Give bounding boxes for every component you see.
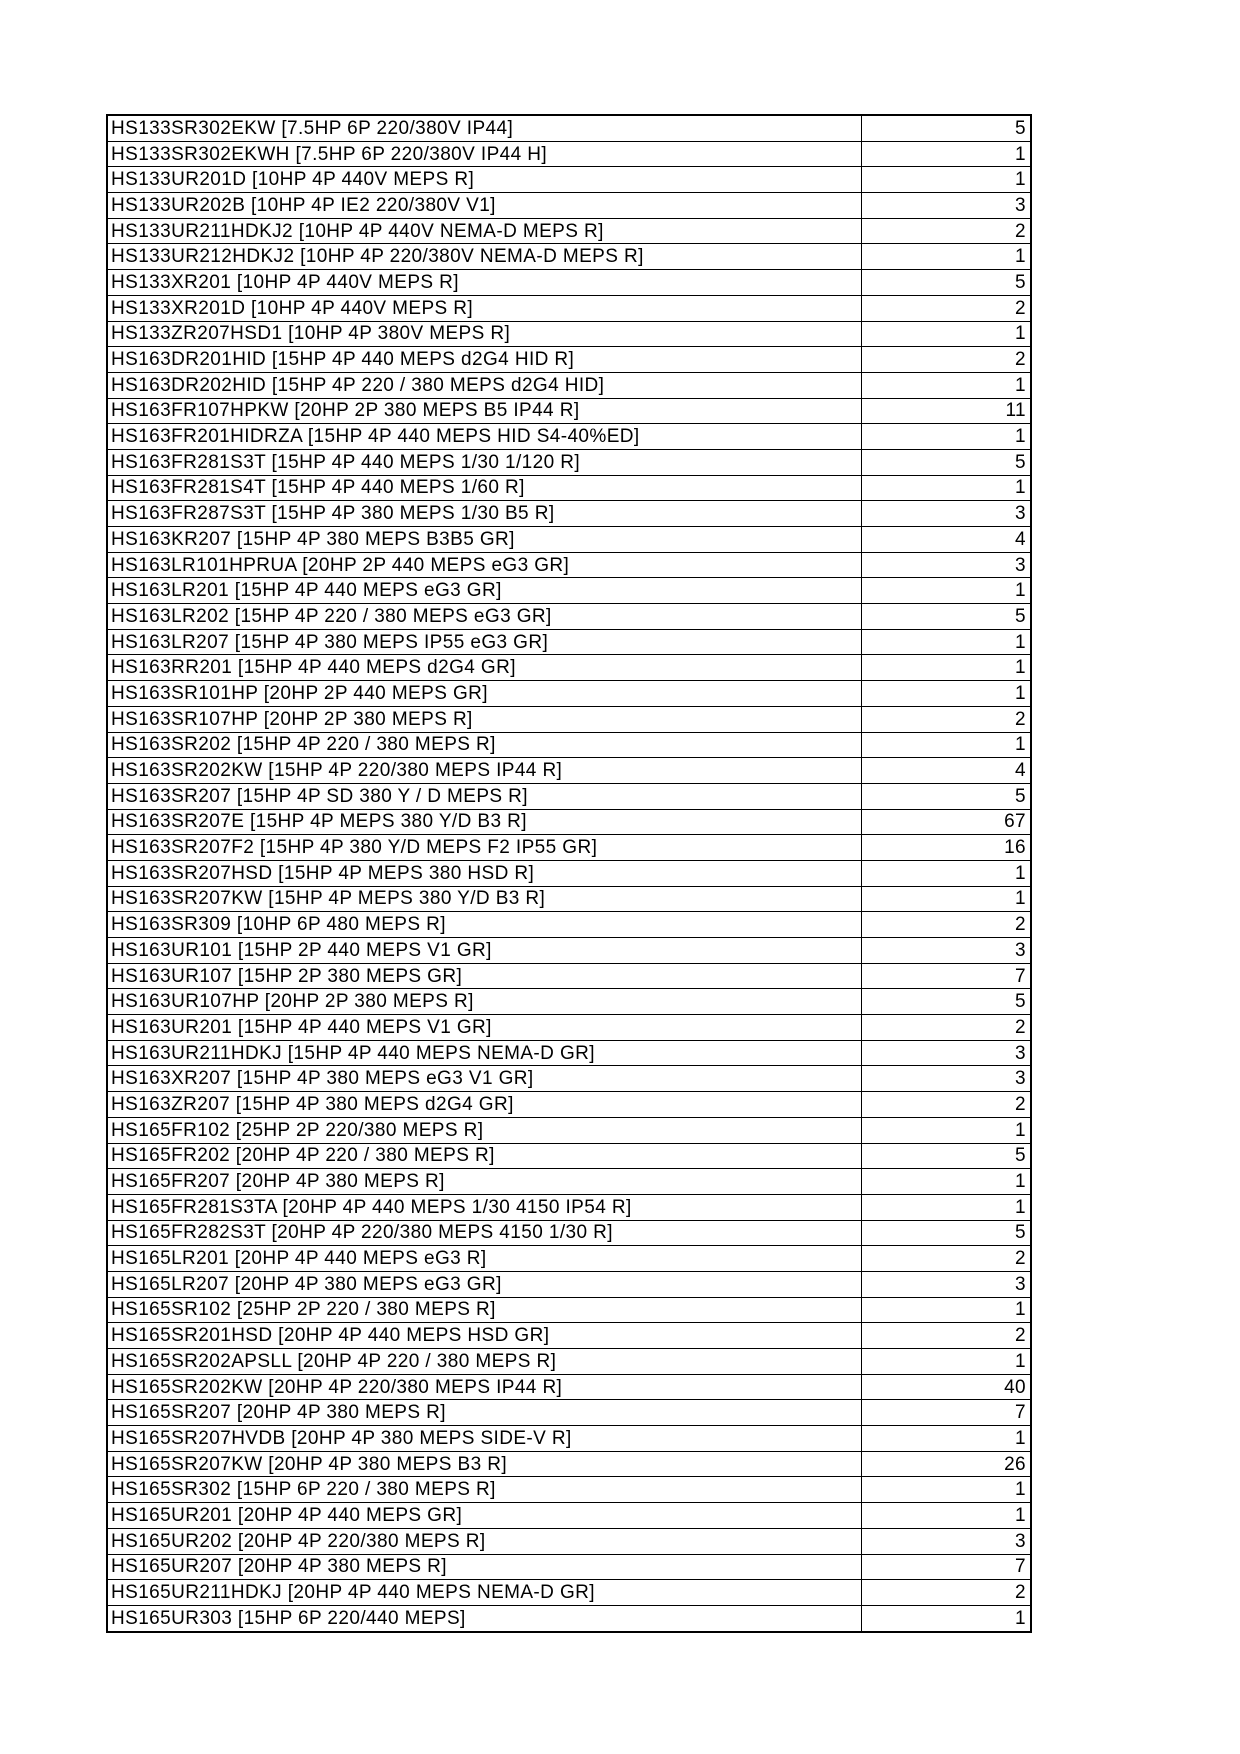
table-row <box>107 1580 1031 1606</box>
table-row <box>107 1194 1031 1220</box>
table-row <box>107 706 1031 732</box>
product-description-cell: HS133XR201D [10HP 4P 440V MEPS R] <box>107 295 861 321</box>
quantity-cell: 3 <box>861 1271 1031 1297</box>
product-description-cell: HS163SR207 [15HP 4P SD 380 Y / D MEPS R] <box>107 783 861 809</box>
product-description-cell: HS165FR282S3T [20HP 4P 220/380 MEPS 4150 1/30 R] <box>107 1220 861 1246</box>
inventory-table-body <box>107 115 1031 1632</box>
table-row <box>107 218 1031 244</box>
table-row <box>107 270 1031 296</box>
quantity-cell: 5 <box>861 604 1031 630</box>
quantity-cell: 1 <box>861 244 1031 270</box>
table-row <box>107 963 1031 989</box>
quantity-cell: 67 <box>861 809 1031 835</box>
quantity-cell: 3 <box>861 1040 1031 1066</box>
table-row <box>107 1271 1031 1297</box>
product-description-cell: HS163UR107HP [20HP 2P 380 MEPS R] <box>107 989 861 1015</box>
product-description-cell: HS165UR207 [20HP 4P 380 MEPS R] <box>107 1554 861 1580</box>
table-row <box>107 115 1031 141</box>
product-description-cell: HS165SR201HSD [20HP 4P 440 MEPS HSD GR] <box>107 1323 861 1349</box>
quantity-cell: 1 <box>861 860 1031 886</box>
table-row <box>107 424 1031 450</box>
quantity-cell: 1 <box>861 578 1031 604</box>
product-description-cell: HS133SR302EKWH [7.5HP 6P 220/380V IP44 H] <box>107 141 861 167</box>
table-row <box>107 783 1031 809</box>
quantity-cell: 3 <box>861 1528 1031 1554</box>
document-page <box>106 114 1030 1633</box>
inventory-table <box>106 114 1032 1633</box>
table-row <box>107 501 1031 527</box>
product-description-cell: HS163LR207 [15HP 4P 380 MEPS IP55 eG3 GR] <box>107 629 861 655</box>
product-description-cell: HS133UR212HDKJ2 [10HP 4P 220/380V NEMA-D MEPS R] <box>107 244 861 270</box>
product-description-cell: HS165FR202 [20HP 4P 220 / 380 MEPS R] <box>107 1143 861 1169</box>
table-row <box>107 1066 1031 1092</box>
quantity-cell: 5 <box>861 449 1031 475</box>
product-description-cell: HS163RR201 [15HP 4P 440 MEPS d2G4 GR] <box>107 655 861 681</box>
table-row <box>107 809 1031 835</box>
table-row <box>107 681 1031 707</box>
quantity-cell: 1 <box>861 655 1031 681</box>
table-row <box>107 629 1031 655</box>
product-description-cell: HS165LR201 [20HP 4P 440 MEPS eG3 R] <box>107 1246 861 1272</box>
table-row <box>107 372 1031 398</box>
quantity-cell: 1 <box>861 1349 1031 1375</box>
product-description-cell: HS165UR201 [20HP 4P 440 MEPS GR] <box>107 1503 861 1529</box>
quantity-cell: 1 <box>861 424 1031 450</box>
product-description-cell: HS133UR202B [10HP 4P IE2 220/380V V1] <box>107 193 861 219</box>
quantity-cell: 4 <box>861 527 1031 553</box>
quantity-cell: 5 <box>861 1143 1031 1169</box>
table-row <box>107 398 1031 424</box>
table-row <box>107 1349 1031 1375</box>
quantity-cell: 2 <box>861 218 1031 244</box>
quantity-cell: 1 <box>861 1297 1031 1323</box>
product-description-cell: HS165SR207 [20HP 4P 380 MEPS R] <box>107 1400 861 1426</box>
product-description-cell: HS163LR201 [15HP 4P 440 MEPS eG3 GR] <box>107 578 861 604</box>
product-description-cell: HS165UR303 [15HP 6P 220/440 MEPS] <box>107 1605 861 1631</box>
product-description-cell: HS133UR211HDKJ2 [10HP 4P 440V NEMA-D MEPS R] <box>107 218 861 244</box>
product-description-cell: HS163DR201HID [15HP 4P 440 MEPS d2G4 HID R] <box>107 347 861 373</box>
table-row <box>107 989 1031 1015</box>
table-row <box>107 912 1031 938</box>
product-description-cell: HS163LR202 [15HP 4P 220 / 380 MEPS eG3 GR] <box>107 604 861 630</box>
table-row <box>107 1374 1031 1400</box>
table-row <box>107 1605 1031 1631</box>
table-row <box>107 655 1031 681</box>
product-description-cell: HS163FR201HIDRZA [15HP 4P 440 MEPS HID S4-40%ED] <box>107 424 861 450</box>
quantity-cell: 3 <box>861 501 1031 527</box>
quantity-cell: 2 <box>861 912 1031 938</box>
table-row <box>107 1220 1031 1246</box>
product-description-cell: HS163SR207HSD [15HP 4P MEPS 380 HSD R] <box>107 860 861 886</box>
quantity-cell: 4 <box>861 758 1031 784</box>
product-description-cell: HS163UR107 [15HP 2P 380 MEPS GR] <box>107 963 861 989</box>
quantity-cell: 1 <box>861 1194 1031 1220</box>
product-description-cell: HS163ZR207 [15HP 4P 380 MEPS d2G4 GR] <box>107 1092 861 1118</box>
product-description-cell: HS163XR207 [15HP 4P 380 MEPS eG3 V1 GR] <box>107 1066 861 1092</box>
product-description-cell: HS133XR201 [10HP 4P 440V MEPS R] <box>107 270 861 296</box>
product-description-cell: HS165SR102 [25HP 2P 220 / 380 MEPS R] <box>107 1297 861 1323</box>
table-row <box>107 578 1031 604</box>
product-description-cell: HS163KR207 [15HP 4P 380 MEPS B3B5 GR] <box>107 527 861 553</box>
table-row <box>107 552 1031 578</box>
quantity-cell: 7 <box>861 963 1031 989</box>
product-description-cell: HS163SR202KW [15HP 4P 220/380 MEPS IP44 R] <box>107 758 861 784</box>
product-description-cell: HS163SR101HP [20HP 2P 440 MEPS GR] <box>107 681 861 707</box>
quantity-cell: 1 <box>861 1169 1031 1195</box>
quantity-cell: 5 <box>861 1220 1031 1246</box>
product-description-cell: HS163FR281S4T [15HP 4P 440 MEPS 1/60 R] <box>107 475 861 501</box>
product-description-cell: HS165SR302 [15HP 6P 220 / 380 MEPS R] <box>107 1477 861 1503</box>
product-description-cell: HS163UR211HDKJ [15HP 4P 440 MEPS NEMA-D GR] <box>107 1040 861 1066</box>
table-row <box>107 886 1031 912</box>
table-row <box>107 732 1031 758</box>
table-row <box>107 295 1031 321</box>
table-row <box>107 1554 1031 1580</box>
quantity-cell: 1 <box>861 1477 1031 1503</box>
quantity-cell: 2 <box>861 347 1031 373</box>
table-row <box>107 835 1031 861</box>
table-row <box>107 1040 1031 1066</box>
product-description-cell: HS163SR207KW [15HP 4P MEPS 380 Y/D B3 R] <box>107 886 861 912</box>
quantity-cell: 1 <box>861 1117 1031 1143</box>
quantity-cell: 1 <box>861 629 1031 655</box>
product-description-cell: HS165FR102 [25HP 2P 220/380 MEPS R] <box>107 1117 861 1143</box>
product-description-cell: HS163SR207F2 [15HP 4P 380 Y/D MEPS F2 IP55 GR] <box>107 835 861 861</box>
quantity-cell: 5 <box>861 783 1031 809</box>
quantity-cell: 1 <box>861 141 1031 167</box>
table-row <box>107 1297 1031 1323</box>
product-description-cell: HS165LR207 [20HP 4P 380 MEPS eG3 GR] <box>107 1271 861 1297</box>
product-description-cell: HS163FR281S3T [15HP 4P 440 MEPS 1/30 1/120 R] <box>107 449 861 475</box>
product-description-cell: HS163UR101 [15HP 2P 440 MEPS V1 GR] <box>107 938 861 964</box>
table-row <box>107 1246 1031 1272</box>
table-row <box>107 141 1031 167</box>
product-description-cell: HS133SR302EKW [7.5HP 6P 220/380V IP44] <box>107 115 861 141</box>
table-row <box>107 1528 1031 1554</box>
product-description-cell: HS165SR207KW [20HP 4P 380 MEPS B3 R] <box>107 1451 861 1477</box>
table-row <box>107 527 1031 553</box>
table-row <box>107 244 1031 270</box>
product-description-cell: HS163SR207E [15HP 4P MEPS 380 Y/D B3 R] <box>107 809 861 835</box>
product-description-cell: HS163DR202HID [15HP 4P 220 / 380 MEPS d2G4 HID] <box>107 372 861 398</box>
table-row <box>107 475 1031 501</box>
quantity-cell: 1 <box>861 886 1031 912</box>
quantity-cell: 7 <box>861 1400 1031 1426</box>
quantity-cell: 3 <box>861 1066 1031 1092</box>
quantity-cell: 5 <box>861 989 1031 1015</box>
table-row <box>107 321 1031 347</box>
quantity-cell: 2 <box>861 1323 1031 1349</box>
quantity-cell: 11 <box>861 398 1031 424</box>
table-row <box>107 758 1031 784</box>
product-description-cell: HS165FR281S3TA [20HP 4P 440 MEPS 1/30 4150 IP54 R] <box>107 1194 861 1220</box>
table-row <box>107 860 1031 886</box>
table-row <box>107 1323 1031 1349</box>
table-row <box>107 347 1031 373</box>
table-row <box>107 1143 1031 1169</box>
quantity-cell: 1 <box>861 167 1031 193</box>
quantity-cell: 1 <box>861 321 1031 347</box>
quantity-cell: 3 <box>861 193 1031 219</box>
table-row <box>107 193 1031 219</box>
quantity-cell: 2 <box>861 295 1031 321</box>
product-description-cell: HS163FR107HPKW [20HP 2P 380 MEPS B5 IP44 R] <box>107 398 861 424</box>
product-description-cell: HS163FR287S3T [15HP 4P 380 MEPS 1/30 B5 R] <box>107 501 861 527</box>
table-row <box>107 449 1031 475</box>
quantity-cell: 5 <box>861 270 1031 296</box>
quantity-cell: 1 <box>861 1605 1031 1631</box>
product-description-cell: HS165SR207HVDB [20HP 4P 380 MEPS SIDE-V R] <box>107 1426 861 1452</box>
quantity-cell: 40 <box>861 1374 1031 1400</box>
quantity-cell: 1 <box>861 372 1031 398</box>
product-description-cell: HS133ZR207HSD1 [10HP 4P 380V MEPS R] <box>107 321 861 347</box>
quantity-cell: 2 <box>861 1015 1031 1041</box>
table-row <box>107 1169 1031 1195</box>
product-description-cell: HS163SR309 [10HP 6P 480 MEPS R] <box>107 912 861 938</box>
product-description-cell: HS163UR201 [15HP 4P 440 MEPS V1 GR] <box>107 1015 861 1041</box>
quantity-cell: 3 <box>861 938 1031 964</box>
quantity-cell: 1 <box>861 732 1031 758</box>
table-row <box>107 1015 1031 1041</box>
product-description-cell: HS165UR211HDKJ [20HP 4P 440 MEPS NEMA-D GR] <box>107 1580 861 1606</box>
quantity-cell: 1 <box>861 681 1031 707</box>
table-row <box>107 1426 1031 1452</box>
quantity-cell: 2 <box>861 706 1031 732</box>
product-description-cell: HS165SR202KW [20HP 4P 220/380 MEPS IP44 R] <box>107 1374 861 1400</box>
table-row <box>107 604 1031 630</box>
table-row <box>107 1503 1031 1529</box>
quantity-cell: 7 <box>861 1554 1031 1580</box>
table-row <box>107 1451 1031 1477</box>
quantity-cell: 2 <box>861 1092 1031 1118</box>
quantity-cell: 26 <box>861 1451 1031 1477</box>
table-row <box>107 938 1031 964</box>
table-row <box>107 167 1031 193</box>
quantity-cell: 1 <box>861 1503 1031 1529</box>
quantity-cell: 2 <box>861 1580 1031 1606</box>
table-row <box>107 1092 1031 1118</box>
quantity-cell: 5 <box>861 115 1031 141</box>
product-description-cell: HS165FR207 [20HP 4P 380 MEPS R] <box>107 1169 861 1195</box>
table-row <box>107 1400 1031 1426</box>
table-row <box>107 1477 1031 1503</box>
product-description-cell: HS163LR101HPRUA [20HP 2P 440 MEPS eG3 GR] <box>107 552 861 578</box>
product-description-cell: HS133UR201D [10HP 4P 440V MEPS R] <box>107 167 861 193</box>
quantity-cell: 1 <box>861 1426 1031 1452</box>
quantity-cell: 2 <box>861 1246 1031 1272</box>
quantity-cell: 3 <box>861 552 1031 578</box>
product-description-cell: HS163SR202 [15HP 4P 220 / 380 MEPS R] <box>107 732 861 758</box>
product-description-cell: HS163SR107HP [20HP 2P 380 MEPS R] <box>107 706 861 732</box>
table-row <box>107 1117 1031 1143</box>
product-description-cell: HS165SR202APSLL [20HP 4P 220 / 380 MEPS R] <box>107 1349 861 1375</box>
quantity-cell: 1 <box>861 475 1031 501</box>
product-description-cell: HS165UR202 [20HP 4P 220/380 MEPS R] <box>107 1528 861 1554</box>
quantity-cell: 16 <box>861 835 1031 861</box>
